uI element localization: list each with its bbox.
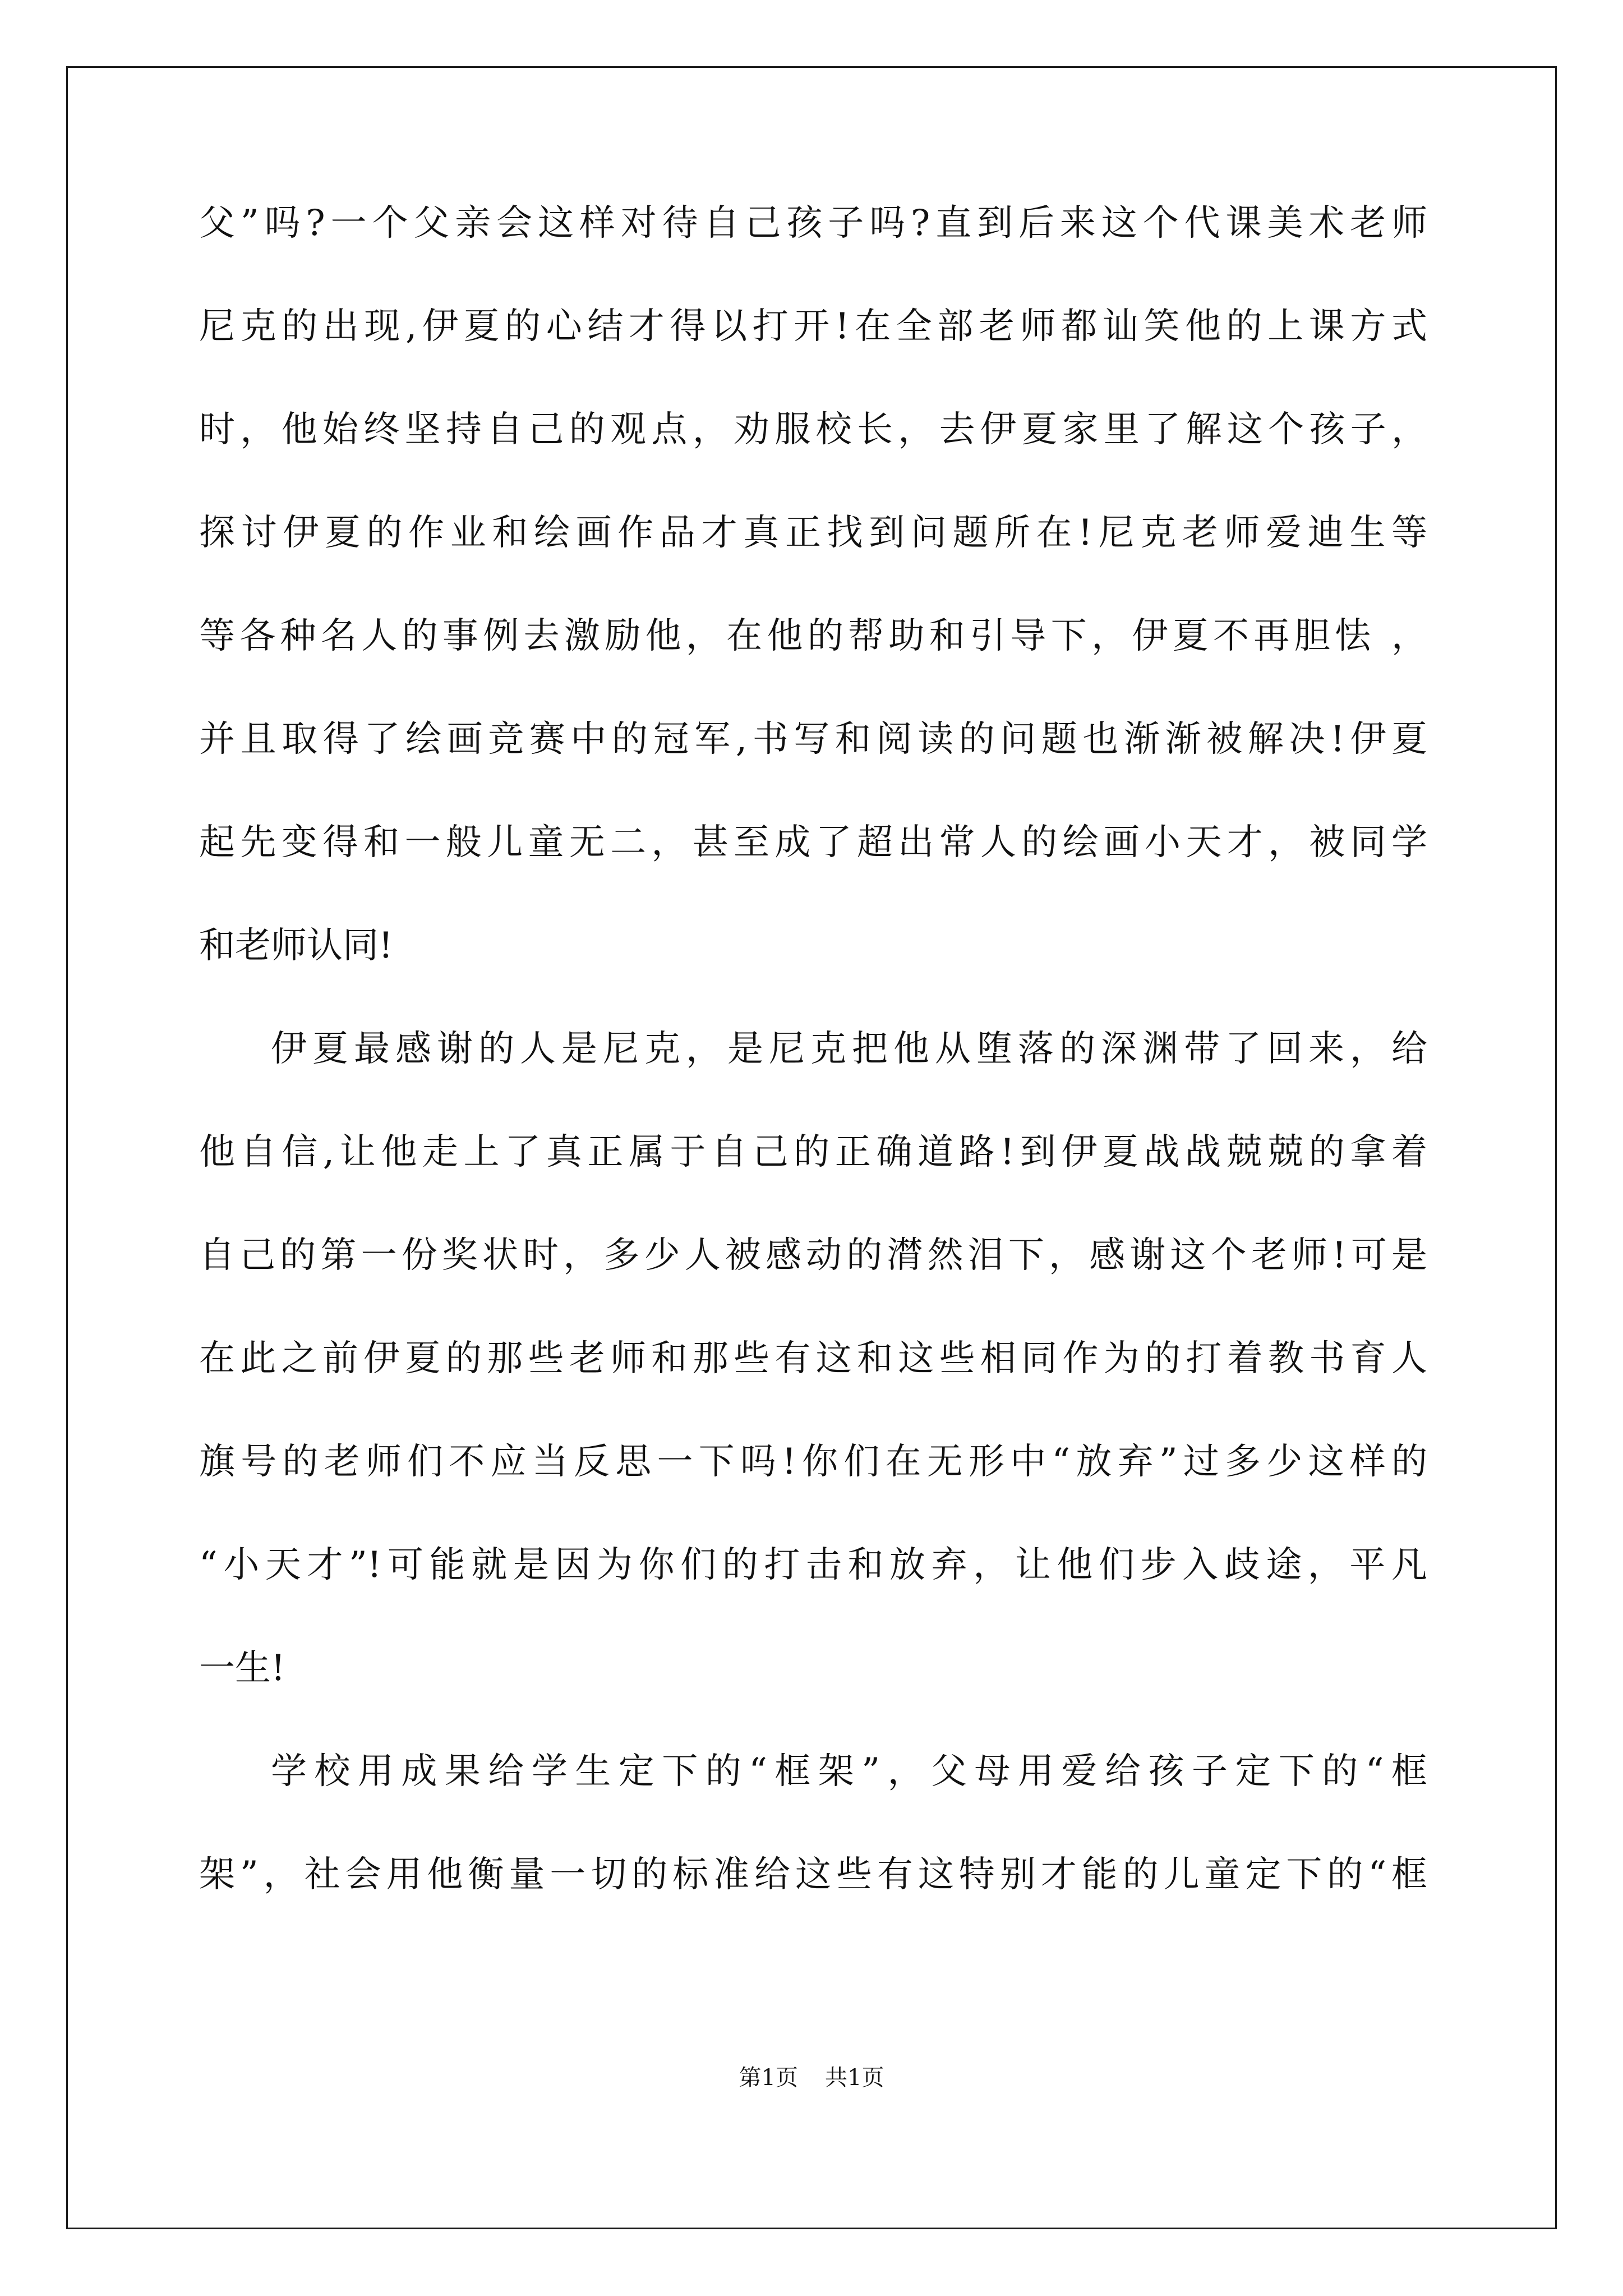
text-line: “小天才”!可能就是因为你们的打击和放弃，让他们步入歧途，平凡 bbox=[199, 1544, 1427, 1586]
text-line: 尼克的出现,伊夏的心结才得以打开!在全部老师都讪笑他的上课方式 bbox=[199, 306, 1427, 347]
text-line: 等各种名人的事例去激励他，在他的帮助和引导下，伊夏不再胆怯 ， bbox=[199, 615, 1427, 657]
text-line: 架”，社会用他衡量一切的标准给这些有这特别才能的儿童定下的“框 bbox=[199, 1854, 1427, 1895]
text-line: 时，他始终坚持自己的观点，劝服校长，去伊夏家里了解这个孩子， bbox=[199, 409, 1427, 450]
text-line: 自己的第一份奖状时，多少人被感动的潸然泪下，感谢这个老师!可是 bbox=[199, 1235, 1427, 1276]
text-line: 他自信,让他走上了真正属于自己的正确道路!到伊夏战战兢兢的拿着 bbox=[199, 1131, 1427, 1173]
text-line: 并且取得了绘画竞赛中的冠军,书写和阅读的问题也渐渐被解决!伊夏 bbox=[199, 719, 1427, 760]
text-line: 旗号的老师们不应当反思一下吗!你们在无形中“放弃”过多少这样的 bbox=[199, 1441, 1427, 1483]
page-number-current: 第1页 bbox=[739, 2065, 798, 2091]
text-line: 在此之前伊夏的那些老师和那些有这和这些相同作为的打着教书育人 bbox=[199, 1338, 1427, 1379]
text-line: 探讨伊夏的作业和绘画作品才真正找到问题所在!尼克老师爱迪生等 bbox=[199, 512, 1427, 554]
text-line: 父”吗?一个父亲会这样对待自己孩子吗?直到后来这个代课美术老师 bbox=[199, 203, 1427, 244]
text-line: 伊夏最感谢的人是尼克，是尼克把他从堕落的深渊带了回来，给 bbox=[271, 1028, 1427, 1070]
document-body bbox=[199, 197, 1427, 1952]
text-line: 学校用成果给学生定下的“框架”，父母用爱给孩子定下的“框 bbox=[271, 1751, 1427, 1792]
page-footer bbox=[0, 2060, 1623, 2092]
text-line: 一生! bbox=[199, 1648, 285, 1689]
text-line: 和老师认同! bbox=[199, 925, 393, 967]
page-number-total: 共1页 bbox=[825, 2065, 884, 2091]
text-line: 起先变得和一般儿童无二，甚至成了超出常人的绘画小天才，被同学 bbox=[199, 822, 1427, 863]
